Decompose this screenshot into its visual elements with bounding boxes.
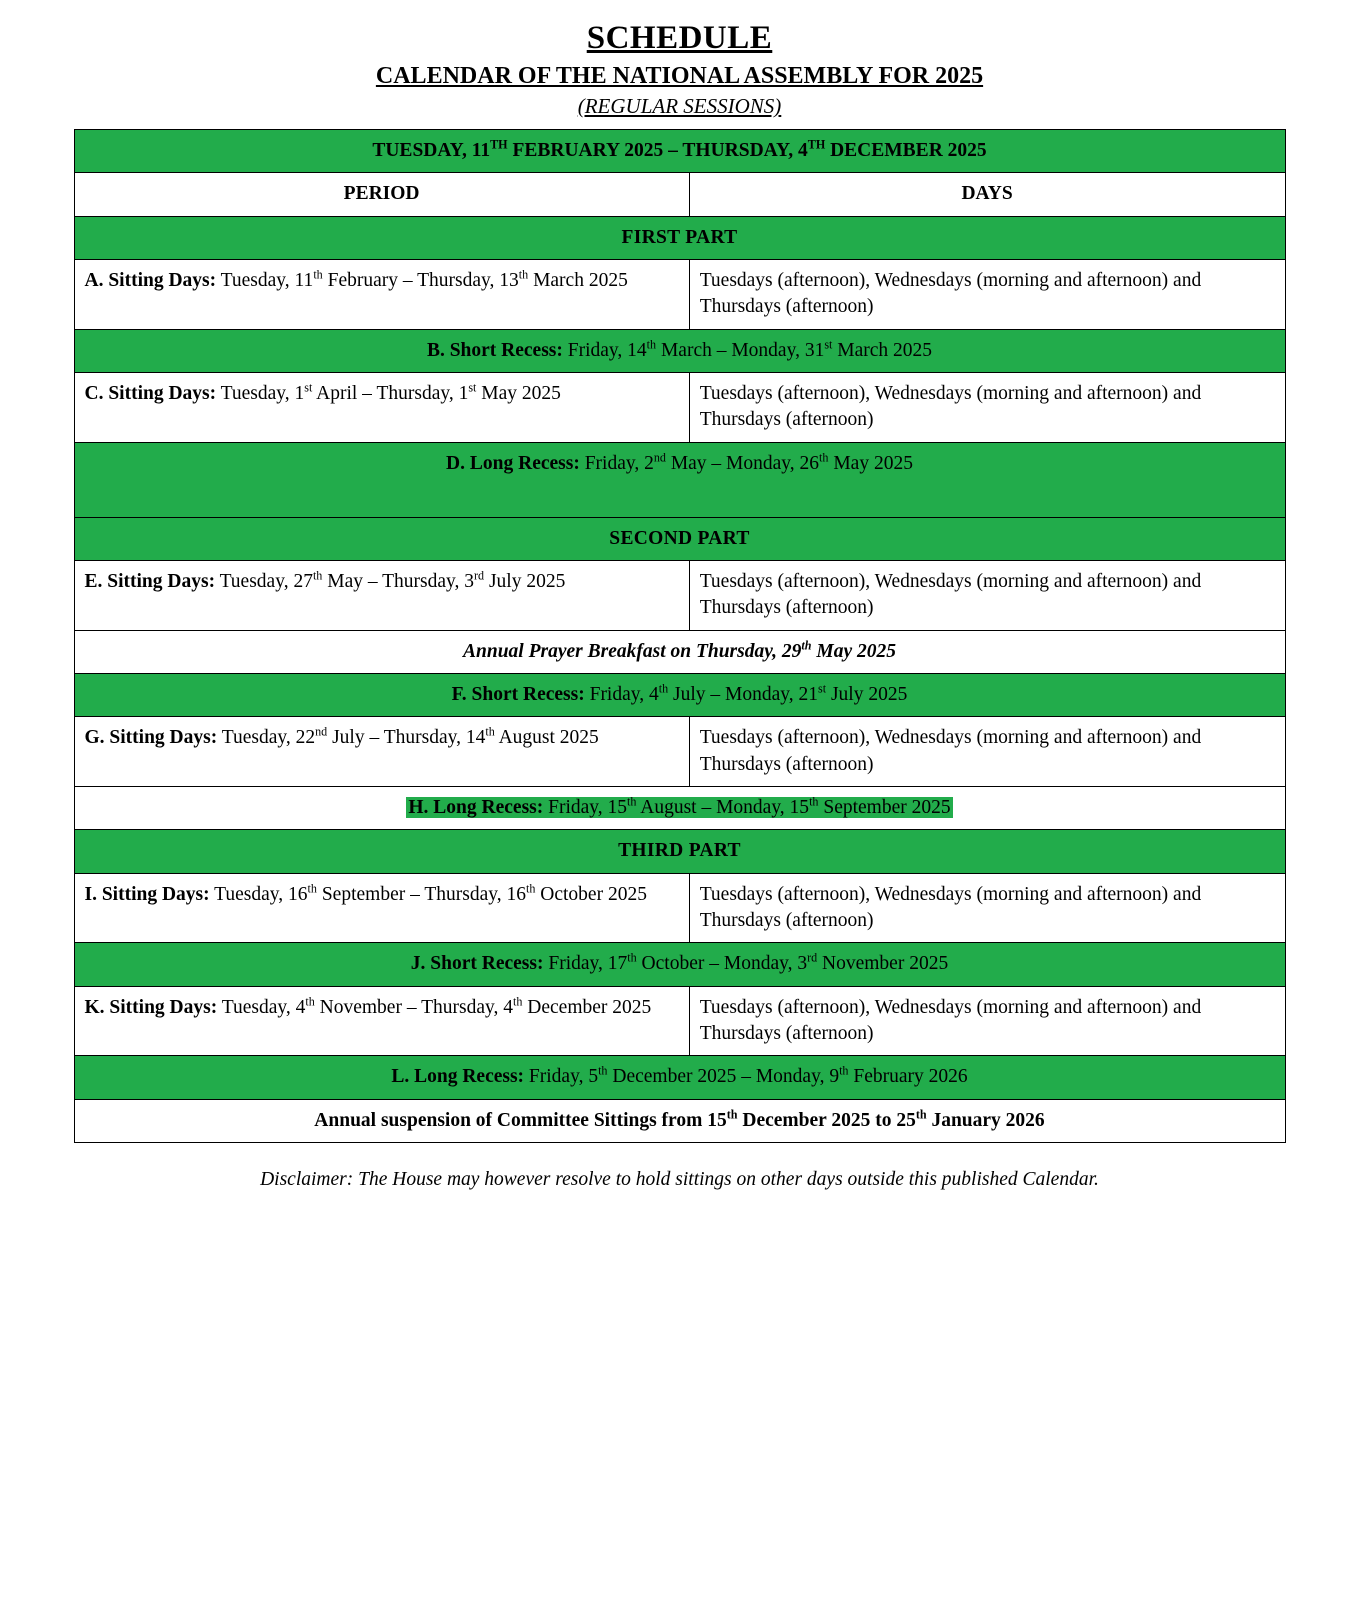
table-row-h-recess bbox=[74, 787, 1285, 830]
column-header-period: PERIOD bbox=[74, 173, 689, 216]
table-row-j-recess bbox=[74, 943, 1285, 986]
table-row-range-banner bbox=[74, 130, 1285, 173]
row-a-period: A. Sitting Days: Tuesday, 11th February – Thursday, 13th March 2025 bbox=[74, 259, 689, 329]
table-row-k bbox=[74, 986, 1285, 1056]
table-row-b-recess bbox=[74, 329, 1285, 372]
disclaimer: Disclaimer: The House may however resolve to hold sittings on other days outside this published Calendar. bbox=[260, 1168, 1099, 1190]
row-c-days: Tuesdays (afternoon), Wednesdays (morning and afternoon) and Thursdays (afternoon) bbox=[689, 372, 1285, 442]
table-row-e bbox=[74, 561, 1285, 631]
table-row-a bbox=[74, 259, 1285, 329]
page-subsubtitle: (REGULAR SESSIONS) bbox=[577, 94, 782, 118]
table-row-c bbox=[74, 372, 1285, 442]
part-heading-first: FIRST PART bbox=[74, 216, 1285, 259]
row-e-days: Tuesdays (afternoon), Wednesdays (morning and afternoon) and Thursdays (afternoon) bbox=[689, 561, 1285, 631]
table-row-first-part bbox=[74, 216, 1285, 259]
row-k-period: K. Sitting Days: Tuesday, 4th November – Thursday, 4th December 2025 bbox=[74, 986, 689, 1056]
row-d-long-recess: D. Long Recess: Friday, 2nd May – Monday, 26th May 2025 bbox=[74, 442, 1285, 517]
row-e-period: E. Sitting Days: Tuesday, 27th May – Thursday, 3rd July 2025 bbox=[74, 561, 689, 631]
table-row-second-part bbox=[74, 517, 1285, 560]
part-heading-second: SECOND PART bbox=[74, 517, 1285, 560]
row-c-period: C. Sitting Days: Tuesday, 1st April – Thursday, 1st May 2025 bbox=[74, 372, 689, 442]
part-heading-third: THIRD PART bbox=[74, 830, 1285, 873]
row-h-long-recess-wrap bbox=[74, 787, 1285, 830]
annual-suspension-note: Annual suspension of Committee Sittings from 15th December 2025 to 25th January 2026 bbox=[74, 1099, 1285, 1142]
table-row-d-recess bbox=[74, 442, 1285, 517]
row-g-days: Tuesdays (afternoon), Wednesdays (morning and afternoon) and Thursdays (afternoon) bbox=[689, 717, 1285, 787]
row-a-days: Tuesdays (afternoon), Wednesdays (morning and afternoon) and Thursdays (afternoon) bbox=[689, 259, 1285, 329]
table-row-annual-suspension bbox=[74, 1099, 1285, 1142]
table-row-prayer-breakfast bbox=[74, 630, 1285, 673]
row-g-period: G. Sitting Days: Tuesday, 22nd July – Thursday, 14th August 2025 bbox=[74, 717, 689, 787]
row-k-days: Tuesdays (afternoon), Wednesdays (morning and afternoon) and Thursdays (afternoon) bbox=[689, 986, 1285, 1056]
row-b-short-recess: B. Short Recess: Friday, 14th March – Monday, 31st March 2025 bbox=[74, 329, 1285, 372]
row-l-long-recess: L. Long Recess: Friday, 5th December 2025 – Monday, 9th February 2026 bbox=[74, 1056, 1285, 1099]
page-subtitle: CALENDAR OF THE NATIONAL ASSEMBLY FOR 2025 bbox=[375, 63, 984, 89]
row-h-long-recess: H. Long Recess: Friday, 15th August – Monday, 15th September 2025 bbox=[408, 794, 951, 818]
column-header-days: DAYS bbox=[689, 173, 1285, 216]
row-j-short-recess: J. Short Recess: Friday, 17th October – Monday, 3rd November 2025 bbox=[74, 943, 1285, 986]
table-row-column-headers bbox=[74, 173, 1285, 216]
range-banner: TUESDAY, 11TH FEBRUARY 2025 – THURSDAY, 4TH DECEMBER 2025 bbox=[74, 130, 1285, 173]
calendar-table bbox=[74, 129, 1286, 1143]
table-row-i bbox=[74, 873, 1285, 943]
table-row-f-recess bbox=[74, 674, 1285, 717]
table-row-l-recess bbox=[74, 1056, 1285, 1099]
row-i-days: Tuesdays (afternoon), Wednesdays (morning and afternoon) and Thursdays (afternoon) bbox=[689, 873, 1285, 943]
table-row-g bbox=[74, 717, 1285, 787]
annual-prayer-breakfast-note: Annual Prayer Breakfast on Thursday, 29th May 2025 bbox=[74, 630, 1285, 673]
row-i-period: I. Sitting Days: Tuesday, 16th September – Thursday, 16th October 2025 bbox=[74, 873, 689, 943]
row-f-short-recess: F. Short Recess: Friday, 4th July – Monday, 21st July 2025 bbox=[74, 674, 1285, 717]
page-title: SCHEDULE bbox=[586, 20, 773, 56]
table-row-third-part bbox=[74, 830, 1285, 873]
